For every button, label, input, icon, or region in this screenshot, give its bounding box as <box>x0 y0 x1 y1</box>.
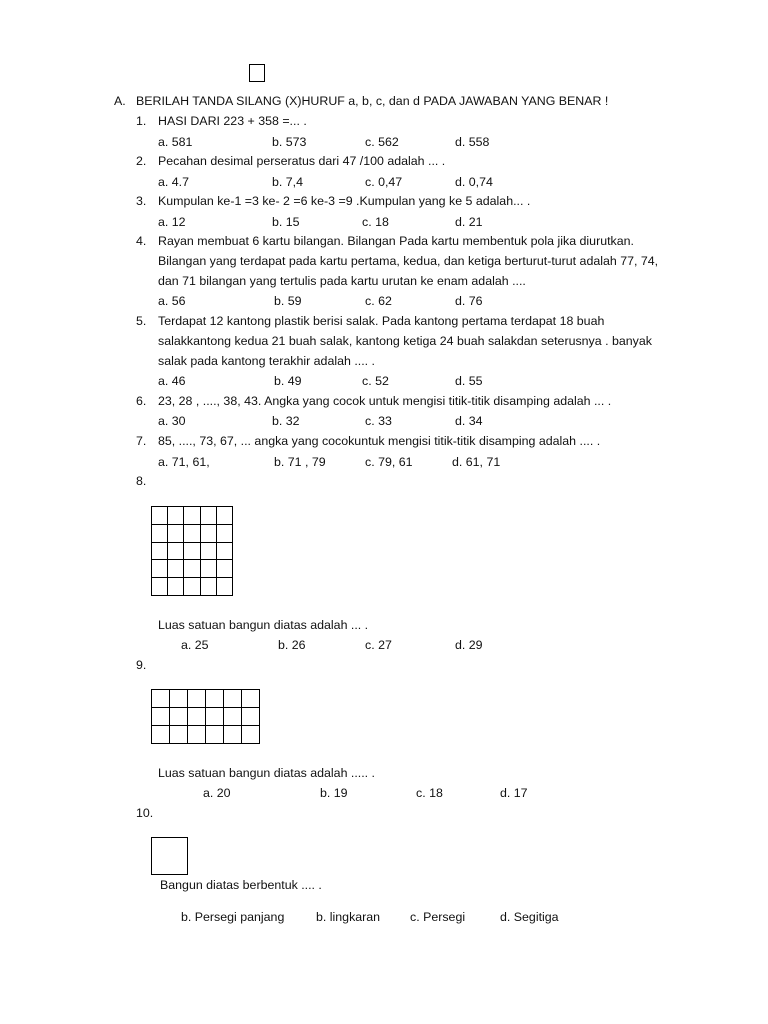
grid-row <box>152 708 260 726</box>
option-a: a. 46 <box>158 374 186 388</box>
grid-cell <box>200 524 216 542</box>
grid-cell <box>152 560 168 578</box>
grid-cell <box>184 507 200 525</box>
grid-cell <box>184 524 200 542</box>
grid-row <box>152 578 233 596</box>
option-b: b. 573 <box>272 135 307 149</box>
grid-cell <box>184 578 200 596</box>
grid-cell <box>224 726 242 744</box>
option-c: c. 18 <box>362 215 389 229</box>
option-c: c. 62 <box>365 294 392 308</box>
question-text: HASI DARI 223 + 358 =... . <box>158 114 307 128</box>
grid-cell <box>200 578 216 596</box>
question-text: 85, ...., 73, 67, ... angka yang cocokuntuk mengisi titik-titik disamping adalah .... . <box>158 434 601 448</box>
option-d: d. 76 <box>455 294 483 308</box>
option-b: b. 71 , 79 <box>274 455 326 469</box>
question-number: 1. <box>136 114 147 128</box>
grid-cell <box>206 708 224 726</box>
grid-cell <box>224 708 242 726</box>
option-b: b. 26 <box>278 638 306 652</box>
grid-cell <box>188 708 206 726</box>
question-text: Luas satuan bangun diatas adalah ... . <box>158 618 369 632</box>
question-text: 23, 28 , ...., 38, 43. Angka yang cocok untuk mengisi titik-titik disamping adalah ... . <box>158 394 612 408</box>
grid-row <box>152 507 233 525</box>
question-text: Luas satuan bangun diatas adalah ..... . <box>158 766 375 780</box>
question-number: 8. <box>136 474 147 488</box>
question-text: salak pada kantong terakhir adalah .... . <box>158 354 375 368</box>
question-number: 9. <box>136 658 147 672</box>
question-number: 4. <box>136 234 147 248</box>
grid-cell <box>152 690 170 708</box>
grid-cell <box>152 578 168 596</box>
question-text: salakkantong kedua 21 buah salak, kantong ketiga 24 buah salakdan seterusnya . banyak <box>158 334 652 348</box>
question-number: 5. <box>136 314 147 328</box>
question-number: 2. <box>136 154 147 168</box>
question-number: 6. <box>136 394 147 408</box>
option-b: b. 32 <box>272 414 300 428</box>
option-a: a. 30 <box>158 414 186 428</box>
option-d: d. 55 <box>455 374 483 388</box>
question-number: 10. <box>136 806 154 820</box>
option-c: c. 79, 61 <box>365 455 413 469</box>
grid-cell <box>168 542 184 560</box>
option-d: d. 558 <box>455 135 490 149</box>
option-a: a. 20 <box>203 786 231 800</box>
grid-row <box>152 726 260 744</box>
grid-cell <box>170 690 188 708</box>
grid-3x6 <box>151 689 260 744</box>
option-d: d. 21 <box>455 215 483 229</box>
grid-cell <box>168 507 184 525</box>
option-c: c. 52 <box>362 374 389 388</box>
grid-cell <box>200 560 216 578</box>
option-b: b. 7,4 <box>272 175 304 189</box>
grid-cell <box>216 507 232 525</box>
option-c: c. Persegi <box>410 910 466 924</box>
option-c: c. 0,47 <box>365 175 403 189</box>
question-text: Bangun diatas berbentuk .... . <box>160 878 322 892</box>
grid-cell <box>216 578 232 596</box>
grid-cell <box>152 542 168 560</box>
answer-box <box>249 64 265 82</box>
option-d: d. 17 <box>500 786 528 800</box>
grid-cell <box>152 524 168 542</box>
question-text: Kumpulan ke-1 =3 ke- 2 =6 ke-3 =9 .Kumpulan yang ke 5 adalah... . <box>158 194 531 208</box>
grid-row <box>152 542 233 560</box>
option-a: a. 71, 61, <box>158 455 210 469</box>
grid-row <box>152 560 233 578</box>
grid-cell <box>152 507 168 525</box>
option-c: c. 27 <box>365 638 392 652</box>
question-number: 7. <box>136 434 147 448</box>
option-d: d. Segitiga <box>500 910 559 924</box>
grid-cell <box>224 690 242 708</box>
option-d: d. 34 <box>455 414 483 428</box>
grid-cell <box>170 726 188 744</box>
grid-cell <box>242 726 260 744</box>
option-c: c. 18 <box>416 786 443 800</box>
option-a: a. 581 <box>158 135 193 149</box>
grid-5x5 <box>151 506 233 596</box>
grid-cell <box>200 507 216 525</box>
grid-cell <box>168 524 184 542</box>
grid-cell <box>152 726 170 744</box>
question-number: 3. <box>136 194 147 208</box>
question-text: Rayan membuat 6 kartu bilangan. Bilangan Pada kartu membentuk pola jika diurutkan. <box>158 234 634 248</box>
grid-cell <box>242 708 260 726</box>
option-a: b. Persegi panjang <box>181 910 285 924</box>
grid-cell <box>216 542 232 560</box>
grid-cell <box>184 560 200 578</box>
question-text: Bilangan yang terdapat pada kartu pertama, kedua, dan ketiga berturut-turut adalah 77, 74, <box>158 254 659 268</box>
option-d: d. 61, 71 <box>452 455 501 469</box>
grid-cell <box>170 708 188 726</box>
section-marker: A. <box>114 94 126 108</box>
option-b: b. 15 <box>272 215 300 229</box>
question-text: Pecahan desimal perseratus dari 47 /100 adalah ... . <box>158 154 446 168</box>
option-b: b. 49 <box>274 374 302 388</box>
grid-cell <box>200 542 216 560</box>
option-c: c. 562 <box>365 135 399 149</box>
grid-cell <box>216 560 232 578</box>
grid-row <box>152 524 233 542</box>
question-text: dan 71 bilangan yang tertulis pada kartu urutan ke enam adalah .... <box>158 274 526 288</box>
option-b: b. 19 <box>320 786 348 800</box>
section-instruction: BERILAH TANDA SILANG (X)HURUF a, b, c, dan d PADA JAWABAN YANG BENAR ! <box>136 94 609 108</box>
grid-cell <box>168 578 184 596</box>
option-d: d. 29 <box>455 638 483 652</box>
grid-cell <box>184 542 200 560</box>
option-b: b. lingkaran <box>316 910 381 924</box>
option-c: c. 33 <box>365 414 392 428</box>
option-b: b. 59 <box>274 294 302 308</box>
grid-cell <box>242 690 260 708</box>
grid-cell <box>216 524 232 542</box>
grid-row <box>152 690 260 708</box>
grid-cell <box>168 560 184 578</box>
option-a: a. 4.7 <box>158 175 190 189</box>
grid-cell <box>188 690 206 708</box>
option-a: a. 12 <box>158 215 186 229</box>
option-a: a. 25 <box>181 638 209 652</box>
option-a: a. 56 <box>158 294 186 308</box>
option-d: d. 0,74 <box>455 175 493 189</box>
grid-cell <box>206 690 224 708</box>
question-text: Terdapat 12 kantong plastik berisi salak. Pada kantong pertama terdapat 18 buah <box>158 314 605 328</box>
grid-cell <box>206 726 224 744</box>
grid-cell <box>152 708 170 726</box>
square-shape <box>151 837 188 875</box>
grid-cell <box>188 726 206 744</box>
